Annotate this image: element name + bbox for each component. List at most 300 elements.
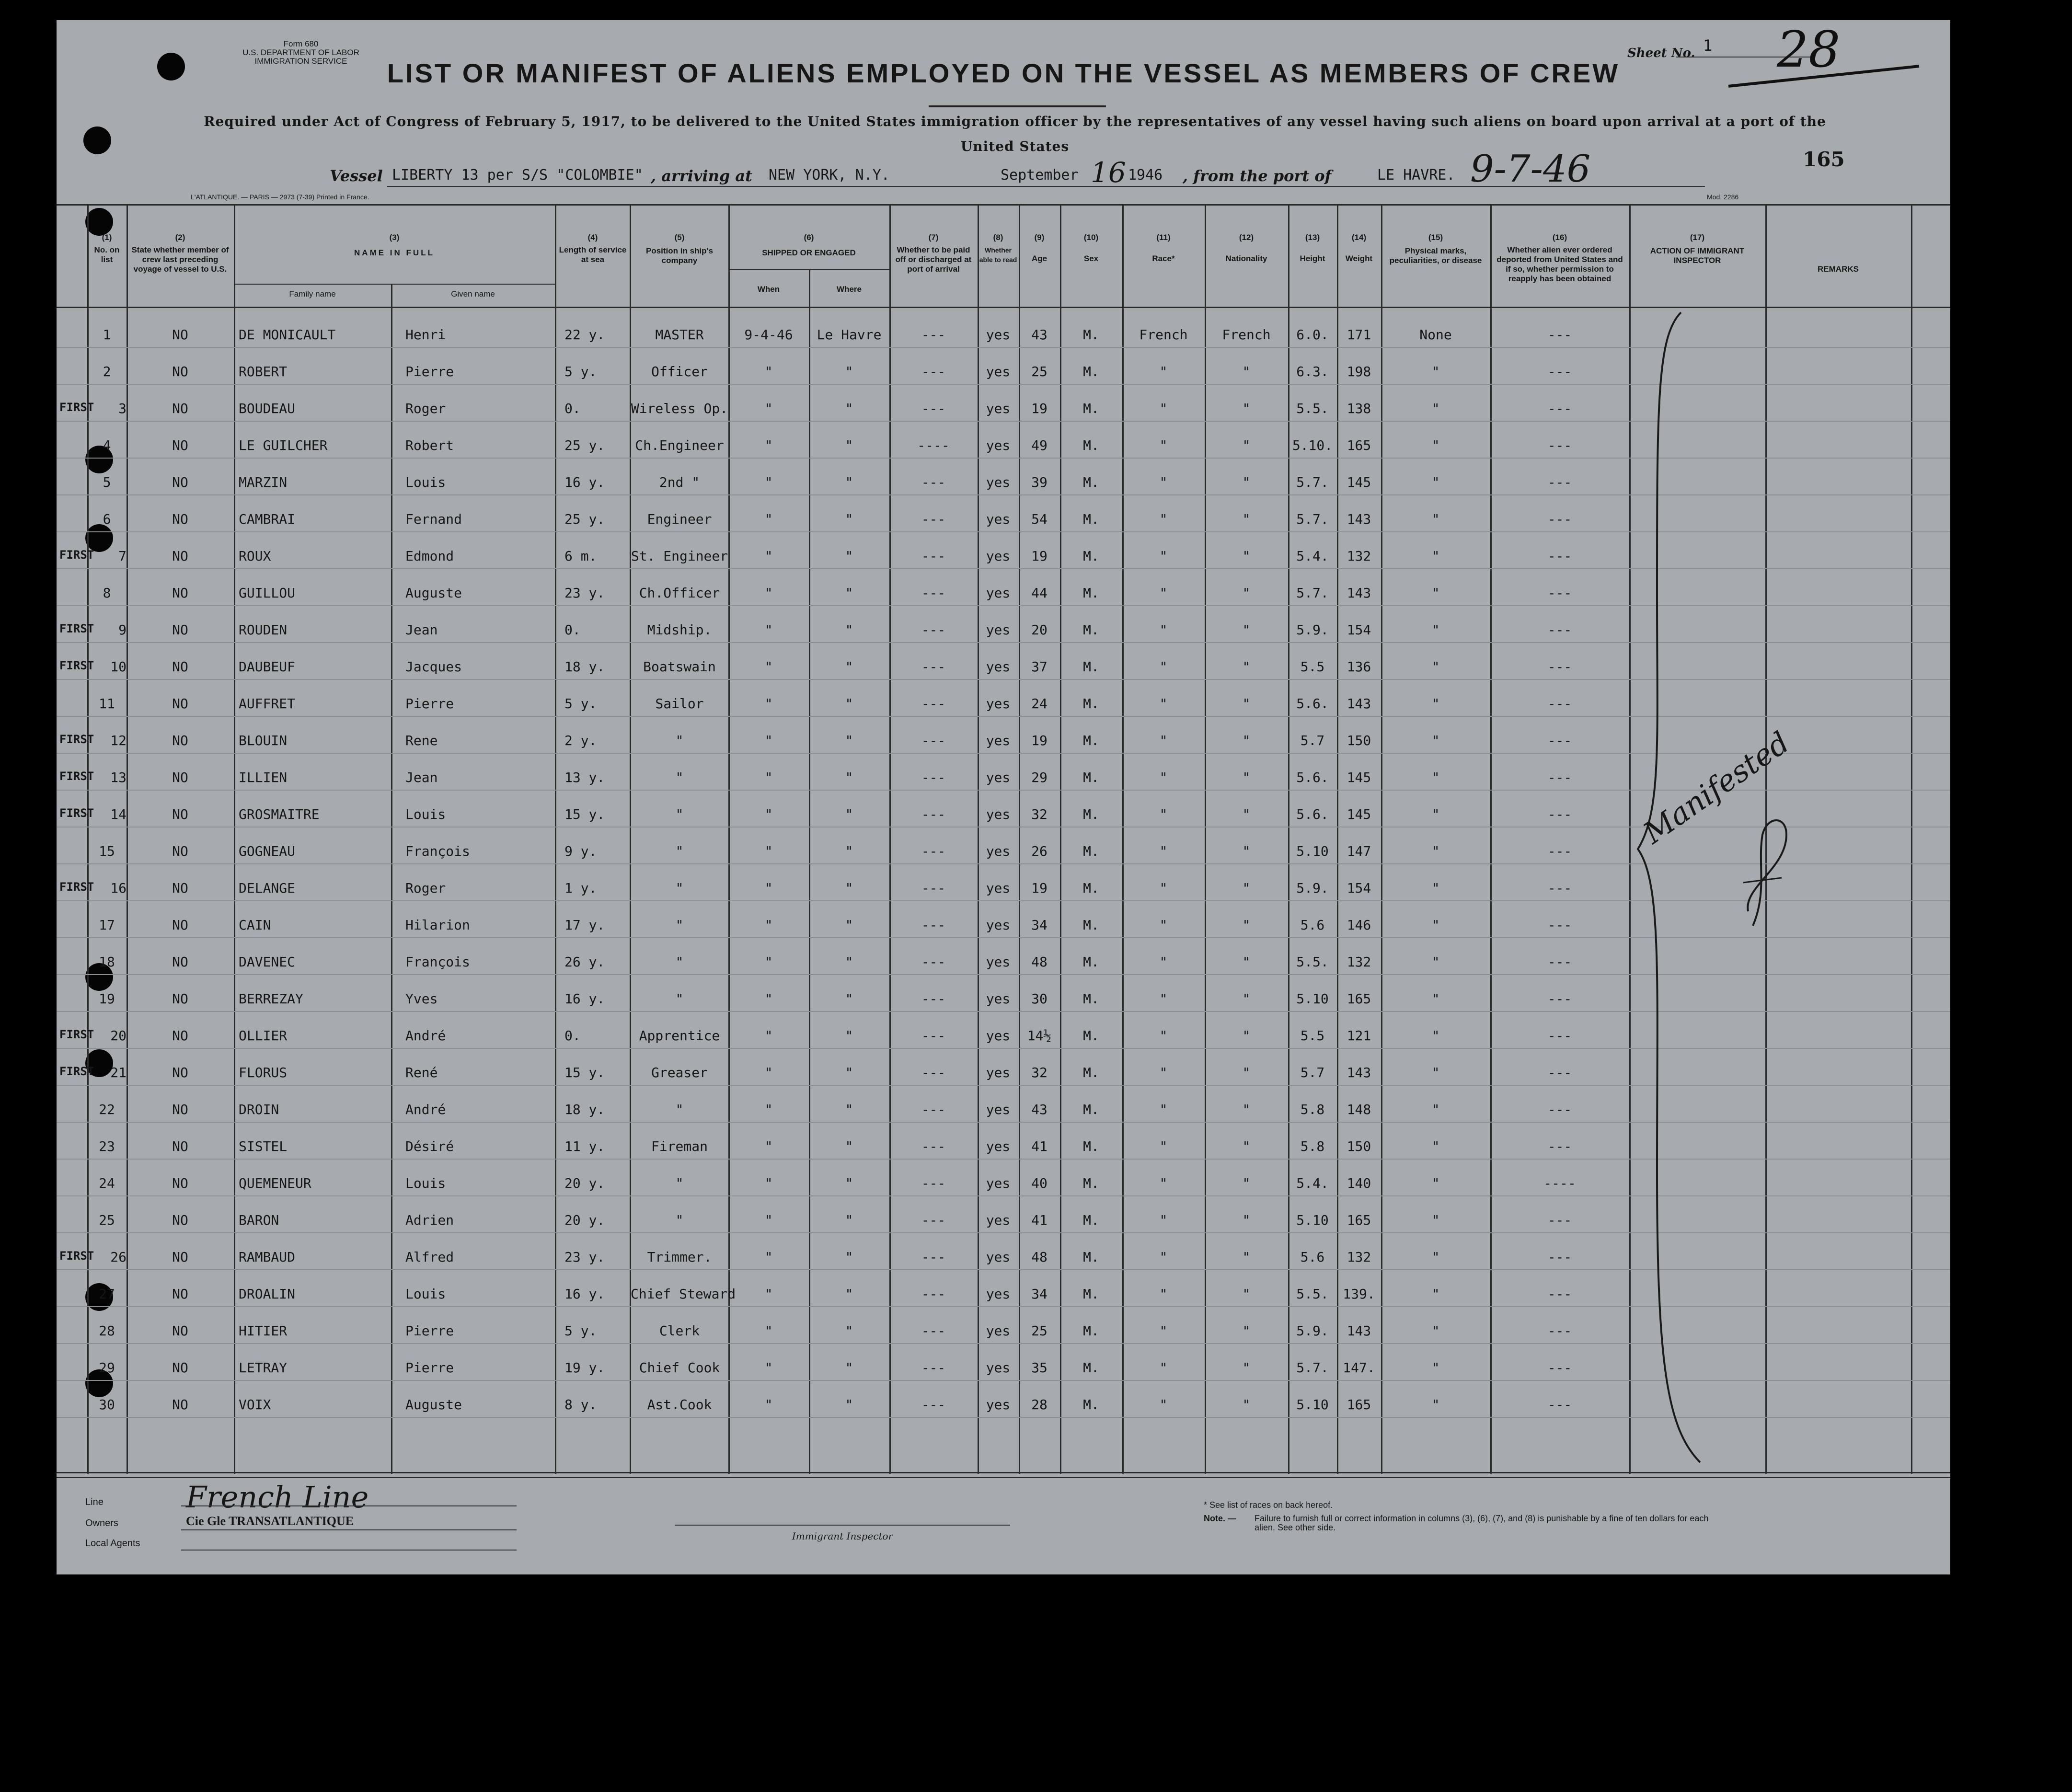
height: 5.6. — [1296, 696, 1329, 712]
row-number: 13 — [110, 770, 127, 785]
height: 5.7. — [1296, 511, 1329, 527]
physical-marks: " — [1431, 1175, 1440, 1191]
line-rule — [181, 1505, 517, 1506]
family-name: ROBERT — [239, 364, 288, 379]
paid-off: --- — [921, 585, 946, 601]
paid-off: --- — [921, 843, 946, 859]
family-name: GOGNEAU — [239, 843, 296, 859]
age: 34 — [1031, 1286, 1048, 1302]
previous-voyage: NO — [172, 1212, 188, 1228]
paid-off: --- — [921, 1065, 946, 1080]
family-name: AUFFRET — [239, 696, 296, 712]
height: 5.7. — [1296, 585, 1329, 601]
sex: M. — [1083, 327, 1099, 343]
able-to-read: yes — [986, 364, 1011, 379]
family-name: ROUX — [239, 548, 271, 564]
weight: 143 — [1347, 1065, 1371, 1080]
row-number: 19 — [99, 991, 115, 1007]
weight: 150 — [1347, 1138, 1371, 1154]
previous-voyage: NO — [172, 733, 188, 748]
weight: 143 — [1347, 585, 1371, 601]
position: Ast.Cook — [647, 1397, 712, 1413]
physical-marks: " — [1431, 770, 1440, 785]
column-rule — [1490, 204, 1492, 1474]
position: " — [675, 770, 684, 785]
deported: --- — [1547, 548, 1572, 564]
sex: M. — [1083, 843, 1099, 859]
given-name: René — [405, 1065, 438, 1080]
shipped-when: " — [764, 1138, 773, 1154]
given-name: Louis — [405, 1286, 446, 1302]
service-length: 18 y. — [564, 1102, 605, 1117]
service-length: 19 y. — [564, 1360, 605, 1376]
sex: M. — [1083, 585, 1099, 601]
handwritten-date: 9-7-46 — [1470, 148, 1591, 191]
given-name: Henri — [405, 327, 446, 343]
able-to-read: yes — [986, 622, 1011, 638]
service-length: 18 y. — [564, 659, 605, 675]
height: 6.3. — [1296, 364, 1329, 379]
weight: 132 — [1347, 954, 1371, 970]
row-number: 4 — [103, 437, 111, 453]
nationality: " — [1242, 843, 1251, 859]
physical-marks: " — [1431, 1138, 1440, 1154]
paid-off: --- — [921, 696, 946, 712]
nationality: " — [1242, 1028, 1251, 1044]
previous-voyage: NO — [172, 364, 188, 379]
nationality: " — [1242, 364, 1251, 379]
age: 35 — [1031, 1360, 1048, 1376]
service-length: 15 y. — [564, 1065, 605, 1080]
column-rule — [889, 204, 891, 1474]
deported: --- — [1547, 364, 1572, 379]
paid-off: --- — [921, 1102, 946, 1117]
column-rule — [1381, 204, 1382, 1474]
height: 5.5 — [1300, 659, 1325, 675]
note-label: Note. — — [1204, 1514, 1237, 1523]
position: Sailor — [655, 696, 704, 712]
shipped-where: " — [845, 696, 853, 712]
family-name: BERREZAY — [239, 991, 303, 1007]
able-to-read: yes — [986, 770, 1011, 785]
header-col-10: (10) Sex — [1083, 233, 1099, 263]
age: 48 — [1031, 954, 1048, 970]
manifest-sheet — [57, 20, 1950, 1574]
weight: 171 — [1347, 327, 1371, 343]
row-number: 16 — [110, 880, 127, 896]
shipped-where: " — [845, 806, 853, 822]
service-length: 8 y. — [564, 1397, 597, 1413]
agents-rule — [181, 1550, 517, 1551]
family-name: CAMBRAI — [239, 511, 296, 527]
deported: --- — [1547, 1212, 1572, 1228]
family-name: DROIN — [239, 1102, 279, 1117]
deported: --- — [1547, 917, 1572, 933]
deported: --- — [1547, 511, 1572, 527]
shipped-where: " — [845, 364, 853, 379]
service-length: 17 y. — [564, 917, 605, 933]
shipped-where: " — [845, 1138, 853, 1154]
owners-label: Owners — [85, 1518, 118, 1528]
shipped-where: " — [845, 770, 853, 785]
race: " — [1159, 437, 1168, 453]
weight: 145 — [1347, 474, 1371, 490]
line-value: French Line — [186, 1480, 369, 1515]
position: Ch.Engineer — [635, 437, 724, 453]
race: " — [1159, 991, 1168, 1007]
previous-voyage: NO — [172, 770, 188, 785]
shipped-where: " — [845, 733, 853, 748]
sex: M. — [1083, 1286, 1099, 1302]
age: 26 — [1031, 843, 1048, 859]
height: 5.4. — [1296, 1175, 1329, 1191]
row-number: 21 — [110, 1065, 127, 1080]
column-rule — [1911, 204, 1912, 1474]
able-to-read: yes — [986, 401, 1011, 416]
previous-voyage: NO — [172, 327, 188, 343]
shipped-when: " — [764, 1249, 773, 1265]
given-name: Pierre — [405, 696, 454, 712]
arriving-label: , arriving at — [651, 167, 752, 185]
shipped-where: " — [845, 548, 853, 564]
able-to-read: yes — [986, 806, 1011, 822]
row-number: 15 — [99, 843, 115, 859]
deported: --- — [1547, 401, 1572, 416]
shipped-where: Le Havre — [817, 327, 882, 343]
shipped-where: " — [845, 401, 853, 416]
shipped-when: " — [764, 511, 773, 527]
first-flag: FIRST — [59, 401, 94, 414]
sex: M. — [1083, 1175, 1099, 1191]
age: 19 — [1031, 880, 1048, 896]
nationality: " — [1242, 622, 1251, 638]
service-length: 23 y. — [564, 1249, 605, 1265]
nationality: " — [1242, 1286, 1251, 1302]
paid-off: --- — [921, 954, 946, 970]
position: Midship. — [647, 622, 712, 638]
paid-off: --- — [921, 991, 946, 1007]
table-top-rule — [57, 204, 1950, 206]
given-name: François — [405, 954, 470, 970]
nationality: " — [1242, 1360, 1251, 1376]
column-rule — [391, 284, 392, 1474]
row-number: 30 — [99, 1397, 115, 1413]
race: " — [1159, 1249, 1168, 1265]
race: " — [1159, 1360, 1168, 1376]
service-length: 22 y. — [564, 327, 605, 343]
physical-marks: " — [1431, 991, 1440, 1007]
previous-voyage: NO — [172, 622, 188, 638]
deported: --- — [1547, 880, 1572, 896]
family-name: GUILLOU — [239, 585, 296, 601]
header-col-6: (6) SHIPPED OR ENGAGED — [762, 233, 856, 257]
able-to-read: yes — [986, 511, 1011, 527]
service-length: 25 y. — [564, 511, 605, 527]
height: 5.5 — [1300, 1028, 1325, 1044]
position: Ch.Officer — [639, 585, 720, 601]
position: " — [675, 806, 684, 822]
family-name: RAMBAUD — [239, 1249, 296, 1265]
height: 5.4. — [1296, 548, 1329, 564]
form-number: Form 680 — [283, 39, 319, 48]
family-name: DAVENEC — [239, 954, 296, 970]
local-agents-label: Local Agents — [85, 1538, 140, 1549]
position: Boatswain — [643, 659, 716, 675]
race: " — [1159, 1397, 1168, 1413]
first-flag: FIRST — [59, 1028, 94, 1041]
row-number: 6 — [103, 511, 111, 527]
service-length: 23 y. — [564, 585, 605, 601]
footer-rule — [57, 1477, 1950, 1478]
family-name: SISTEL — [239, 1138, 288, 1154]
physical-marks: None — [1419, 327, 1452, 343]
document-subtitle: Required under Act of Congress of February 5, 1917, to be delivered to the United States immigration officer by the representatives of any vessel having such aliens on board upon arrival at a port of the United States — [204, 114, 1826, 154]
position: " — [675, 917, 684, 933]
physical-marks: " — [1431, 474, 1440, 490]
physical-marks: " — [1431, 1065, 1440, 1080]
printer-credit: L'ATLANTIQUE. — PARIS — 2973 (7-39) Printed in France. — [191, 193, 369, 201]
race: " — [1159, 1323, 1168, 1339]
given-name: André — [405, 1102, 446, 1117]
column-rule — [1122, 204, 1124, 1474]
previous-voyage: NO — [172, 1286, 188, 1302]
given-name: Auguste — [405, 585, 462, 601]
sex: M. — [1083, 696, 1099, 712]
shipped-where: " — [845, 1249, 853, 1265]
weight: 147 — [1347, 843, 1371, 859]
physical-marks: " — [1431, 364, 1440, 379]
paid-off: --- — [921, 327, 946, 343]
able-to-read: yes — [986, 696, 1011, 712]
deported: --- — [1547, 1323, 1572, 1339]
header-col-5: (5) Position in ship's company — [645, 233, 714, 265]
header-col-8: (8) Whether able to read — [979, 233, 1017, 264]
previous-voyage: NO — [172, 1397, 188, 1413]
deported: --- — [1547, 1065, 1572, 1080]
given-name: Alfred — [405, 1249, 454, 1265]
vessel-label: Vessel — [330, 167, 383, 185]
inspector-signature-rule — [675, 1525, 1010, 1526]
age: 20 — [1031, 622, 1048, 638]
header-col-12: (12) Nationality — [1225, 233, 1267, 263]
family-name: DAUBEUF — [239, 659, 296, 675]
physical-marks: " — [1431, 1323, 1440, 1339]
able-to-read: yes — [986, 548, 1011, 564]
shipped-when: " — [764, 991, 773, 1007]
service-length: 16 y. — [564, 991, 605, 1007]
age: 49 — [1031, 437, 1048, 453]
shipped-when: " — [764, 622, 773, 638]
family-name: DROALIN — [239, 1286, 296, 1302]
punch-hole — [83, 126, 111, 154]
sex: M. — [1083, 364, 1099, 379]
height: 5.7. — [1296, 1360, 1329, 1376]
deported: --- — [1547, 1286, 1572, 1302]
deported: ---- — [1543, 1175, 1576, 1191]
physical-marks: " — [1431, 880, 1440, 896]
sex: M. — [1083, 1065, 1099, 1080]
weight: 140 — [1347, 1175, 1371, 1191]
age: 25 — [1031, 364, 1048, 379]
family-name: QUEMENEUR — [239, 1175, 311, 1191]
weight: 150 — [1347, 733, 1371, 748]
row-number: 7 — [118, 548, 127, 564]
weight: 143 — [1347, 511, 1371, 527]
shipped-when: " — [764, 806, 773, 822]
shipped-where: " — [845, 437, 853, 453]
paid-off: --- — [921, 511, 946, 527]
weight: 165 — [1347, 991, 1371, 1007]
deported: --- — [1547, 327, 1572, 343]
family-name: MARZIN — [239, 474, 288, 490]
age: 28 — [1031, 1397, 1048, 1413]
weight: 146 — [1347, 917, 1371, 933]
service-length: 5 y. — [564, 364, 597, 379]
previous-voyage: NO — [172, 401, 188, 416]
deported: --- — [1547, 659, 1572, 675]
height: 6.0. — [1296, 327, 1329, 343]
height: 5.10 — [1296, 1212, 1329, 1228]
shipped-where: " — [845, 1175, 853, 1191]
row-number: 22 — [99, 1102, 115, 1117]
nationality: " — [1242, 437, 1251, 453]
family-name: GROSMAITRE — [239, 806, 320, 822]
sex: M. — [1083, 1028, 1099, 1044]
row-number: 12 — [110, 733, 127, 748]
previous-voyage: NO — [172, 585, 188, 601]
previous-voyage: NO — [172, 917, 188, 933]
physical-marks: " — [1431, 806, 1440, 822]
first-flag: FIRST — [59, 622, 94, 635]
arrival-month: September — [1001, 167, 1079, 184]
service-length: 16 y. — [564, 1286, 605, 1302]
paid-off: --- — [921, 917, 946, 933]
row-number: 23 — [99, 1138, 115, 1154]
shipped-when: " — [764, 437, 773, 453]
shipped-when: " — [764, 954, 773, 970]
shipped-when: " — [764, 548, 773, 564]
header-col-4: (4) Length of service at sea — [559, 233, 627, 264]
height: 5.5. — [1296, 1286, 1329, 1302]
nationality: " — [1242, 1249, 1251, 1265]
row-number: 8 — [103, 585, 111, 601]
shipped-when: " — [764, 659, 773, 675]
height: 5.8 — [1300, 1138, 1325, 1154]
weight: 132 — [1347, 548, 1371, 564]
able-to-read: yes — [986, 880, 1011, 896]
nationality: " — [1242, 659, 1251, 675]
race: " — [1159, 1175, 1168, 1191]
service-length: 0. — [564, 1028, 581, 1044]
shipped-when: " — [764, 733, 773, 748]
previous-voyage: NO — [172, 1028, 188, 1044]
service-length: 13 y. — [564, 770, 605, 785]
physical-marks: " — [1431, 1212, 1440, 1228]
paid-off: --- — [921, 548, 946, 564]
sex: M. — [1083, 1397, 1099, 1413]
row-number: 9 — [118, 622, 127, 638]
header-col-14: (14) Weight — [1345, 233, 1373, 263]
position: " — [675, 991, 684, 1007]
age: 54 — [1031, 511, 1048, 527]
service-length: 5 y. — [564, 1323, 597, 1339]
race: " — [1159, 806, 1168, 822]
sex: M. — [1083, 437, 1099, 453]
physical-marks: " — [1431, 437, 1440, 453]
deported: --- — [1547, 1397, 1572, 1413]
header-col-17: (17) ACTION OF IMMIGRANT INSPECTOR — [1650, 233, 1745, 265]
family-name: LE GUILCHER — [239, 437, 328, 453]
given-name: Edmond — [405, 548, 454, 564]
position: " — [675, 954, 684, 970]
height: 5.9. — [1296, 622, 1329, 638]
able-to-read: yes — [986, 1028, 1011, 1044]
height: 5.10 — [1296, 991, 1329, 1007]
race: " — [1159, 1138, 1168, 1154]
punch-hole — [85, 208, 113, 236]
first-flag: FIRST — [59, 1249, 94, 1263]
row-number: 24 — [99, 1175, 115, 1191]
age: 25 — [1031, 1323, 1048, 1339]
previous-voyage: NO — [172, 1175, 188, 1191]
row-number: 17 — [99, 917, 115, 933]
given-name: François — [405, 843, 470, 859]
sex: M. — [1083, 659, 1099, 675]
given-name: Fernand — [405, 511, 462, 527]
shipped-when: " — [764, 843, 773, 859]
arrival-port: NEW YORK, N.Y. — [769, 167, 890, 184]
able-to-read: yes — [986, 991, 1011, 1007]
nationality: " — [1242, 1138, 1251, 1154]
line-label: Line — [85, 1497, 104, 1507]
shipped-where: " — [845, 880, 853, 896]
first-flag: FIRST — [59, 659, 94, 672]
deported: --- — [1547, 1102, 1572, 1117]
deported: --- — [1547, 1138, 1572, 1154]
deported: --- — [1547, 991, 1572, 1007]
paid-off: --- — [921, 622, 946, 638]
previous-voyage: NO — [172, 1138, 188, 1154]
given-name: Robert — [405, 437, 454, 453]
able-to-read: yes — [986, 1323, 1011, 1339]
paid-off: --- — [921, 1286, 946, 1302]
race: " — [1159, 1028, 1168, 1044]
able-to-read: yes — [986, 1102, 1011, 1117]
service-length: 6 m. — [564, 548, 597, 564]
race: " — [1159, 770, 1168, 785]
sex: M. — [1083, 1102, 1099, 1117]
shipped-where: " — [845, 991, 853, 1007]
header-col-1: (1) No. on list — [94, 233, 120, 264]
column-rule — [1337, 204, 1338, 1474]
given-name: Jacques — [405, 659, 462, 675]
age: 24 — [1031, 696, 1048, 712]
able-to-read: yes — [986, 474, 1011, 490]
position: MASTER — [655, 327, 704, 343]
able-to-read: yes — [986, 437, 1011, 453]
race-note: * See list of races on back hereof. — [1204, 1500, 1333, 1510]
previous-voyage: NO — [172, 1065, 188, 1080]
deported: --- — [1547, 585, 1572, 601]
age: 19 — [1031, 401, 1048, 416]
shipped-when: " — [764, 1175, 773, 1191]
document-title: LIST OR MANIFEST OF ALIENS EMPLOYED ON THE VESSEL AS MEMBERS OF CREW — [387, 58, 1620, 88]
height: 5.8 — [1300, 1102, 1325, 1117]
previous-voyage: NO — [172, 1360, 188, 1376]
given-name: Hilarion — [405, 917, 470, 933]
race: " — [1159, 843, 1168, 859]
shipped-where: " — [845, 1028, 853, 1044]
